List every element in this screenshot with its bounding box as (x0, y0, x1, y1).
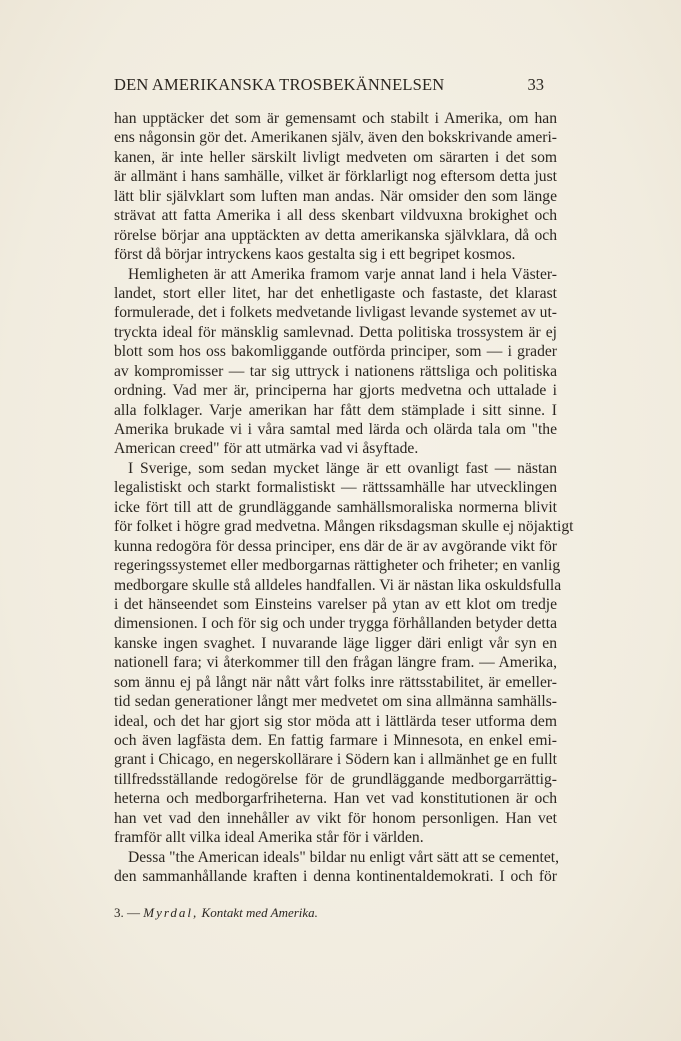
text-line: den sammanhållande kraften i denna kontinentaldemokrati. I och för (114, 868, 557, 886)
text-line: kanske ingen svaghet. I nuvarande läge ligger däri enligt vår syn en (114, 634, 557, 652)
text-line: ideal, och det har gjort sig stor möda att i lättlärda teser utforma dem (114, 712, 557, 730)
footnote-number: 3. — (114, 905, 140, 920)
text-line: han upptäcker det som är gemensamt och stabilt i Amerika, om han (114, 110, 557, 127)
text-line: kunna redogöra för dessa principer, ens där de är av avgörande vikt för (114, 537, 557, 555)
text-line: är allmänt i hans samhälle, vilket är förklarligt nog eftersom detta just (114, 168, 557, 186)
text-line: icke fört till att de grundläggande samhällsmoraliska normerna blivit (114, 498, 557, 516)
text-line: medborgare skulle stå alldeles handfallen. Vi är nästan lika oskuldsfulla (114, 576, 562, 594)
page-number: 33 (527, 75, 544, 94)
text-line: tryckta ideal för mänsklig samlevnad. Detta politiska trossystem är ej (114, 323, 557, 341)
text-line: strävat att fatta Amerika i all dess skenbart vildvuxna brokighet och (114, 207, 557, 225)
text-line: Dessa "the American ideals" bildar nu enligt vårt sätt att se cementet, (128, 848, 560, 866)
text-line: alla folklager. Varje amerikan har fått dem stämplade i sitt sinne. I (114, 401, 557, 419)
text-line: nationell fara; vi återkommer till den frågan längre fram. — Amerika, (114, 654, 557, 672)
text-line: som ännu ej på långt när nått vårt folks inre rättsstabilitet, är emeller- (114, 673, 557, 691)
text-line: tid sedan generationer långt mer medvetet om sina allmänna samhälls- (114, 693, 557, 711)
footnote-title: Kontakt med Amerika. (201, 905, 318, 920)
text-line: Hemligheten är att Amerika framom varje annat land i hela Väster- (128, 265, 557, 283)
body-text (114, 109, 574, 887)
footnote-author: Myrdal, (143, 905, 199, 920)
text-line: ens någonsin gör det. Amerikanen själv, även den bokskrivande ameri- (114, 129, 557, 147)
text-line: av kompromisser — tar sig uttryck i nationens rättsliga och politiska (114, 362, 557, 380)
text-line: regeringssystemet eller medborgarnas rättigheter och friheter; en vanlig (114, 557, 561, 575)
text-line: landet, stort eller litet, har det enhetligaste och fastaste, det klarast (114, 284, 557, 302)
text-line: rörelse börjar ana upptäckten av detta amerikanska självklara, då och (114, 226, 557, 244)
text-line: formulerade, det i folkets medvetande livligast levande systemet av ut- (114, 304, 557, 322)
text-line: American creed" för att utmärka vad vi åsyftade. (114, 440, 419, 458)
text-line: legalistiskt och starkt formalistiskt — rättssamhälle har utvecklingen (114, 479, 557, 497)
text-line: ordning. Vad mer är, principerna har gjorts medvetna och uttalade i (114, 382, 557, 400)
text-line: först då börjar intryckens kaos gestalta sig i ett begripet kosmos. (114, 246, 516, 264)
text-line: lätt blir självklart som luften man andas. När omsider den som länge (114, 187, 557, 205)
text-line: blott som hos oss bakomliggande outförda principer, som — i grader (114, 343, 557, 361)
text-line: han vet vad den innehåller av vikt för honom personligen. Han vet (114, 809, 557, 827)
text-line: heterna och medborgarfriheterna. Han vet vad konstitutionen är och (114, 790, 557, 808)
text-line: dimensionen. I och för sig och under trygga förhållanden betyder detta (114, 615, 557, 633)
running-title: DEN AMERIKANSKA TROSBEKÄNNELSEN (114, 75, 445, 94)
text-line: i det hänseendet som Einsteins varelser på ytan av ett klot om tredje (114, 595, 557, 613)
footnote (114, 905, 318, 921)
text-line: och även lagfästa dem. En fattig farmare i Minnesota, en enkel emi- (114, 732, 557, 749)
text-line: I Sverige, som sedan mycket länge är ett ovanligt fast — nästan (128, 459, 557, 477)
text-line: grant i Chicago, en negerskollärare i Södern kan i allmänhet ge en fullt (114, 751, 557, 769)
text-line: kanen, är inte heller särskilt livligt medveten om särarten i det som (114, 148, 557, 166)
text-line: Amerika brukade vi i våra samtal med lärda och olärda tala om "the (114, 421, 557, 438)
page-header (114, 75, 544, 95)
text-line: tillfredsställande redogörelse för de grundläggande medborgarrättig- (114, 770, 557, 788)
text-line: framför allt vilka ideal Amerika står för i världen. (114, 829, 424, 847)
text-line: för folket i högre grad medvetna. Mången riksdagsman skulle ej nöjaktigt (114, 518, 574, 536)
